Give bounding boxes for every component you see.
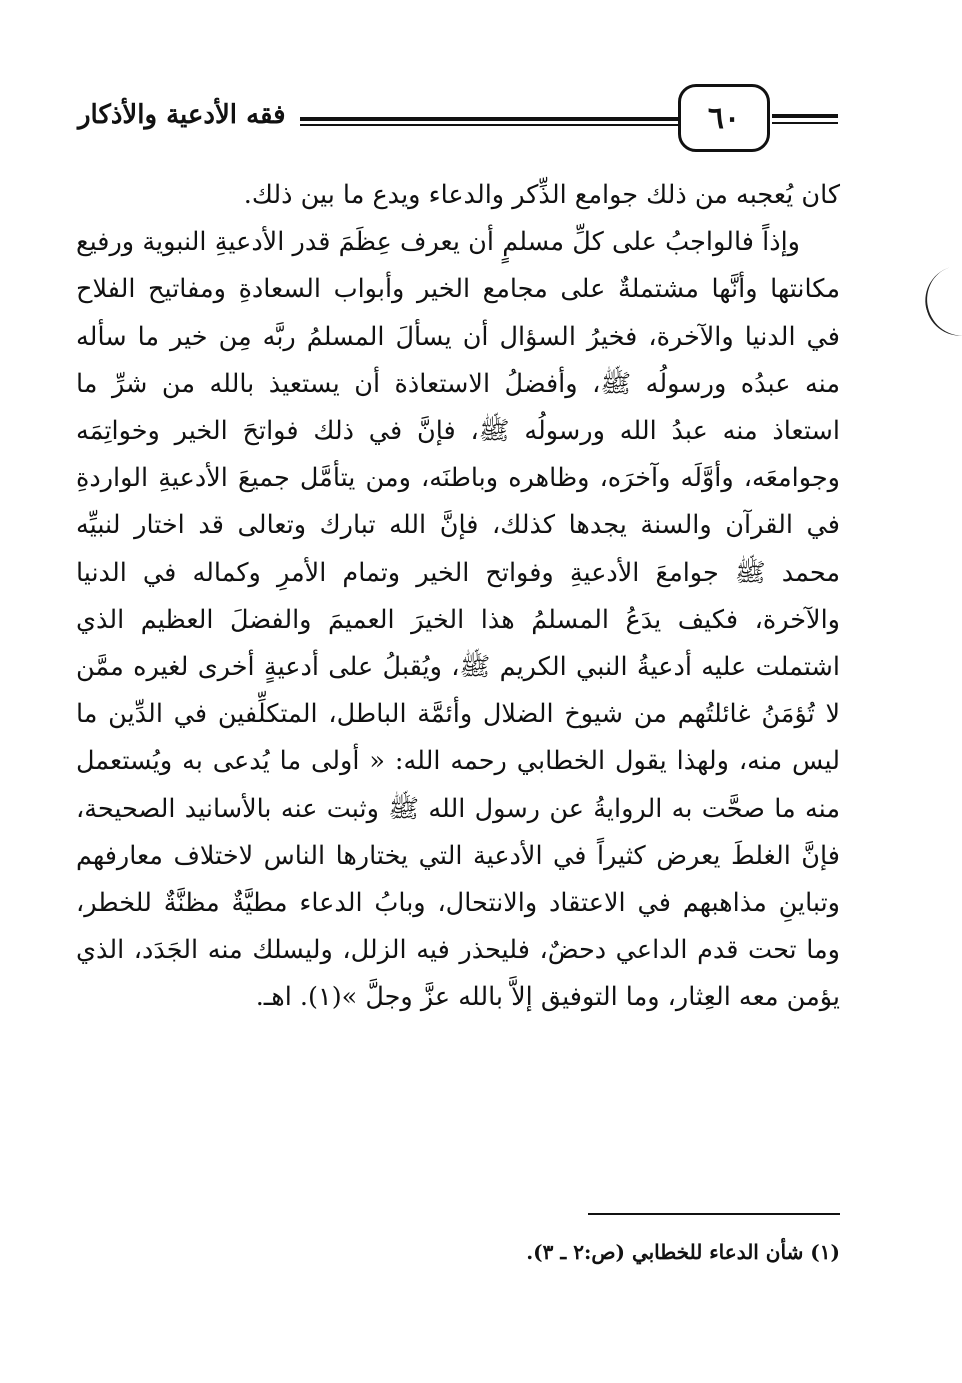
footnote-divider bbox=[588, 1213, 840, 1215]
header-rule bbox=[772, 122, 838, 124]
footnote: (١) شأن الدعاء للخطابي (ص:٢ ـ ٣). bbox=[526, 1240, 840, 1264]
book-title: فقه الأدعية والأذكار bbox=[78, 100, 286, 130]
main-text bbox=[76, 172, 840, 1022]
margin-mark bbox=[916, 265, 962, 345]
paragraph: وإذاً فالواجبُ على كلِّ مسلمٍ أن يعرف عِظَمَ قدر الأدعيةِ النبوية ورفيع مكانتها وأنَّها مشتملةٌ على مجامع الخير وأبواب السعادةِ ومفاتيح الفلاح في الدنيا والآخرة، فخيرُ السؤال أن يسألَ المسلمُ ربَّه مِن خير ما سأله منه عبدُه ورسولُه ﷺ، وأفضلُ الاستعاذة أن يستعيذ بالله من شرِّ ما استعاذ منه عبدُ الله ورسولُه ﷺ، فإنَّ في ذلك فواتحَ الخير وخواتِمَه وجوامعَه، وأوَّلَه وآخرَه، وظاهره وباطنَه، ومن يتأمَّل جميعَ الأدعيةِ الواردةِ في القرآن والسنة يجدها كذلك، فإنَّ الله تبارك وتعالى قد اختار لنبيِّه محمد ﷺ جوامعَ الأدعيةِ وفواتح الخير وتمام الأمرِ وكماله في الدنيا والآخرة، فكيف يدَعُ المسلمُ هذا الخيرَ العميمَ والفضلَ العظيم الذي اشتملت عليه أدعيةُ النبي الكريم ﷺ، ويُقبلُ على أدعيةٍ أخرى لغيره ممَّن لا تُؤمَنُ غائلتُهم من شيوخ الضلال وأئمَّة الباطل، المتكلِّفين في الدِّين ما ليس منه، ولهذا يقول الخطابي رحمه الله: « أولى ما يُدعى به ويُستعمل منه ما صحَّت به الروايةُ عن رسول الله ﷺ وثبت عنه بالأسانيد الصحيحة، فإنَّ الغلطَ يعرض كثيراً في الأدعية التي يختارها الناس لاختلاف معارفهم وتباينِ مذاهبهم في الاعتقاد والانتحال، وبابُ الدعاء مطيَّةٌ مظنَّةٌ للخطر، وما تحت قدم الداعي دحضٌ، فليحذر فيه الزلل، وليسلك منه الجَدَد، الذي يؤمن معه العِثار، وما التوفيق إلاَّ بالله عزَّ وجلَّ »(١). اهـ. bbox=[76, 227, 840, 1013]
header-rule bbox=[772, 114, 838, 118]
header-rule bbox=[300, 124, 678, 126]
page-number: ٦٠ bbox=[678, 84, 770, 152]
header-rule bbox=[300, 117, 678, 121]
paragraph: كان يُعجبه من ذلك جوامع الذِّكر والدعاء ويدع ما بين ذلك. bbox=[243, 180, 840, 210]
